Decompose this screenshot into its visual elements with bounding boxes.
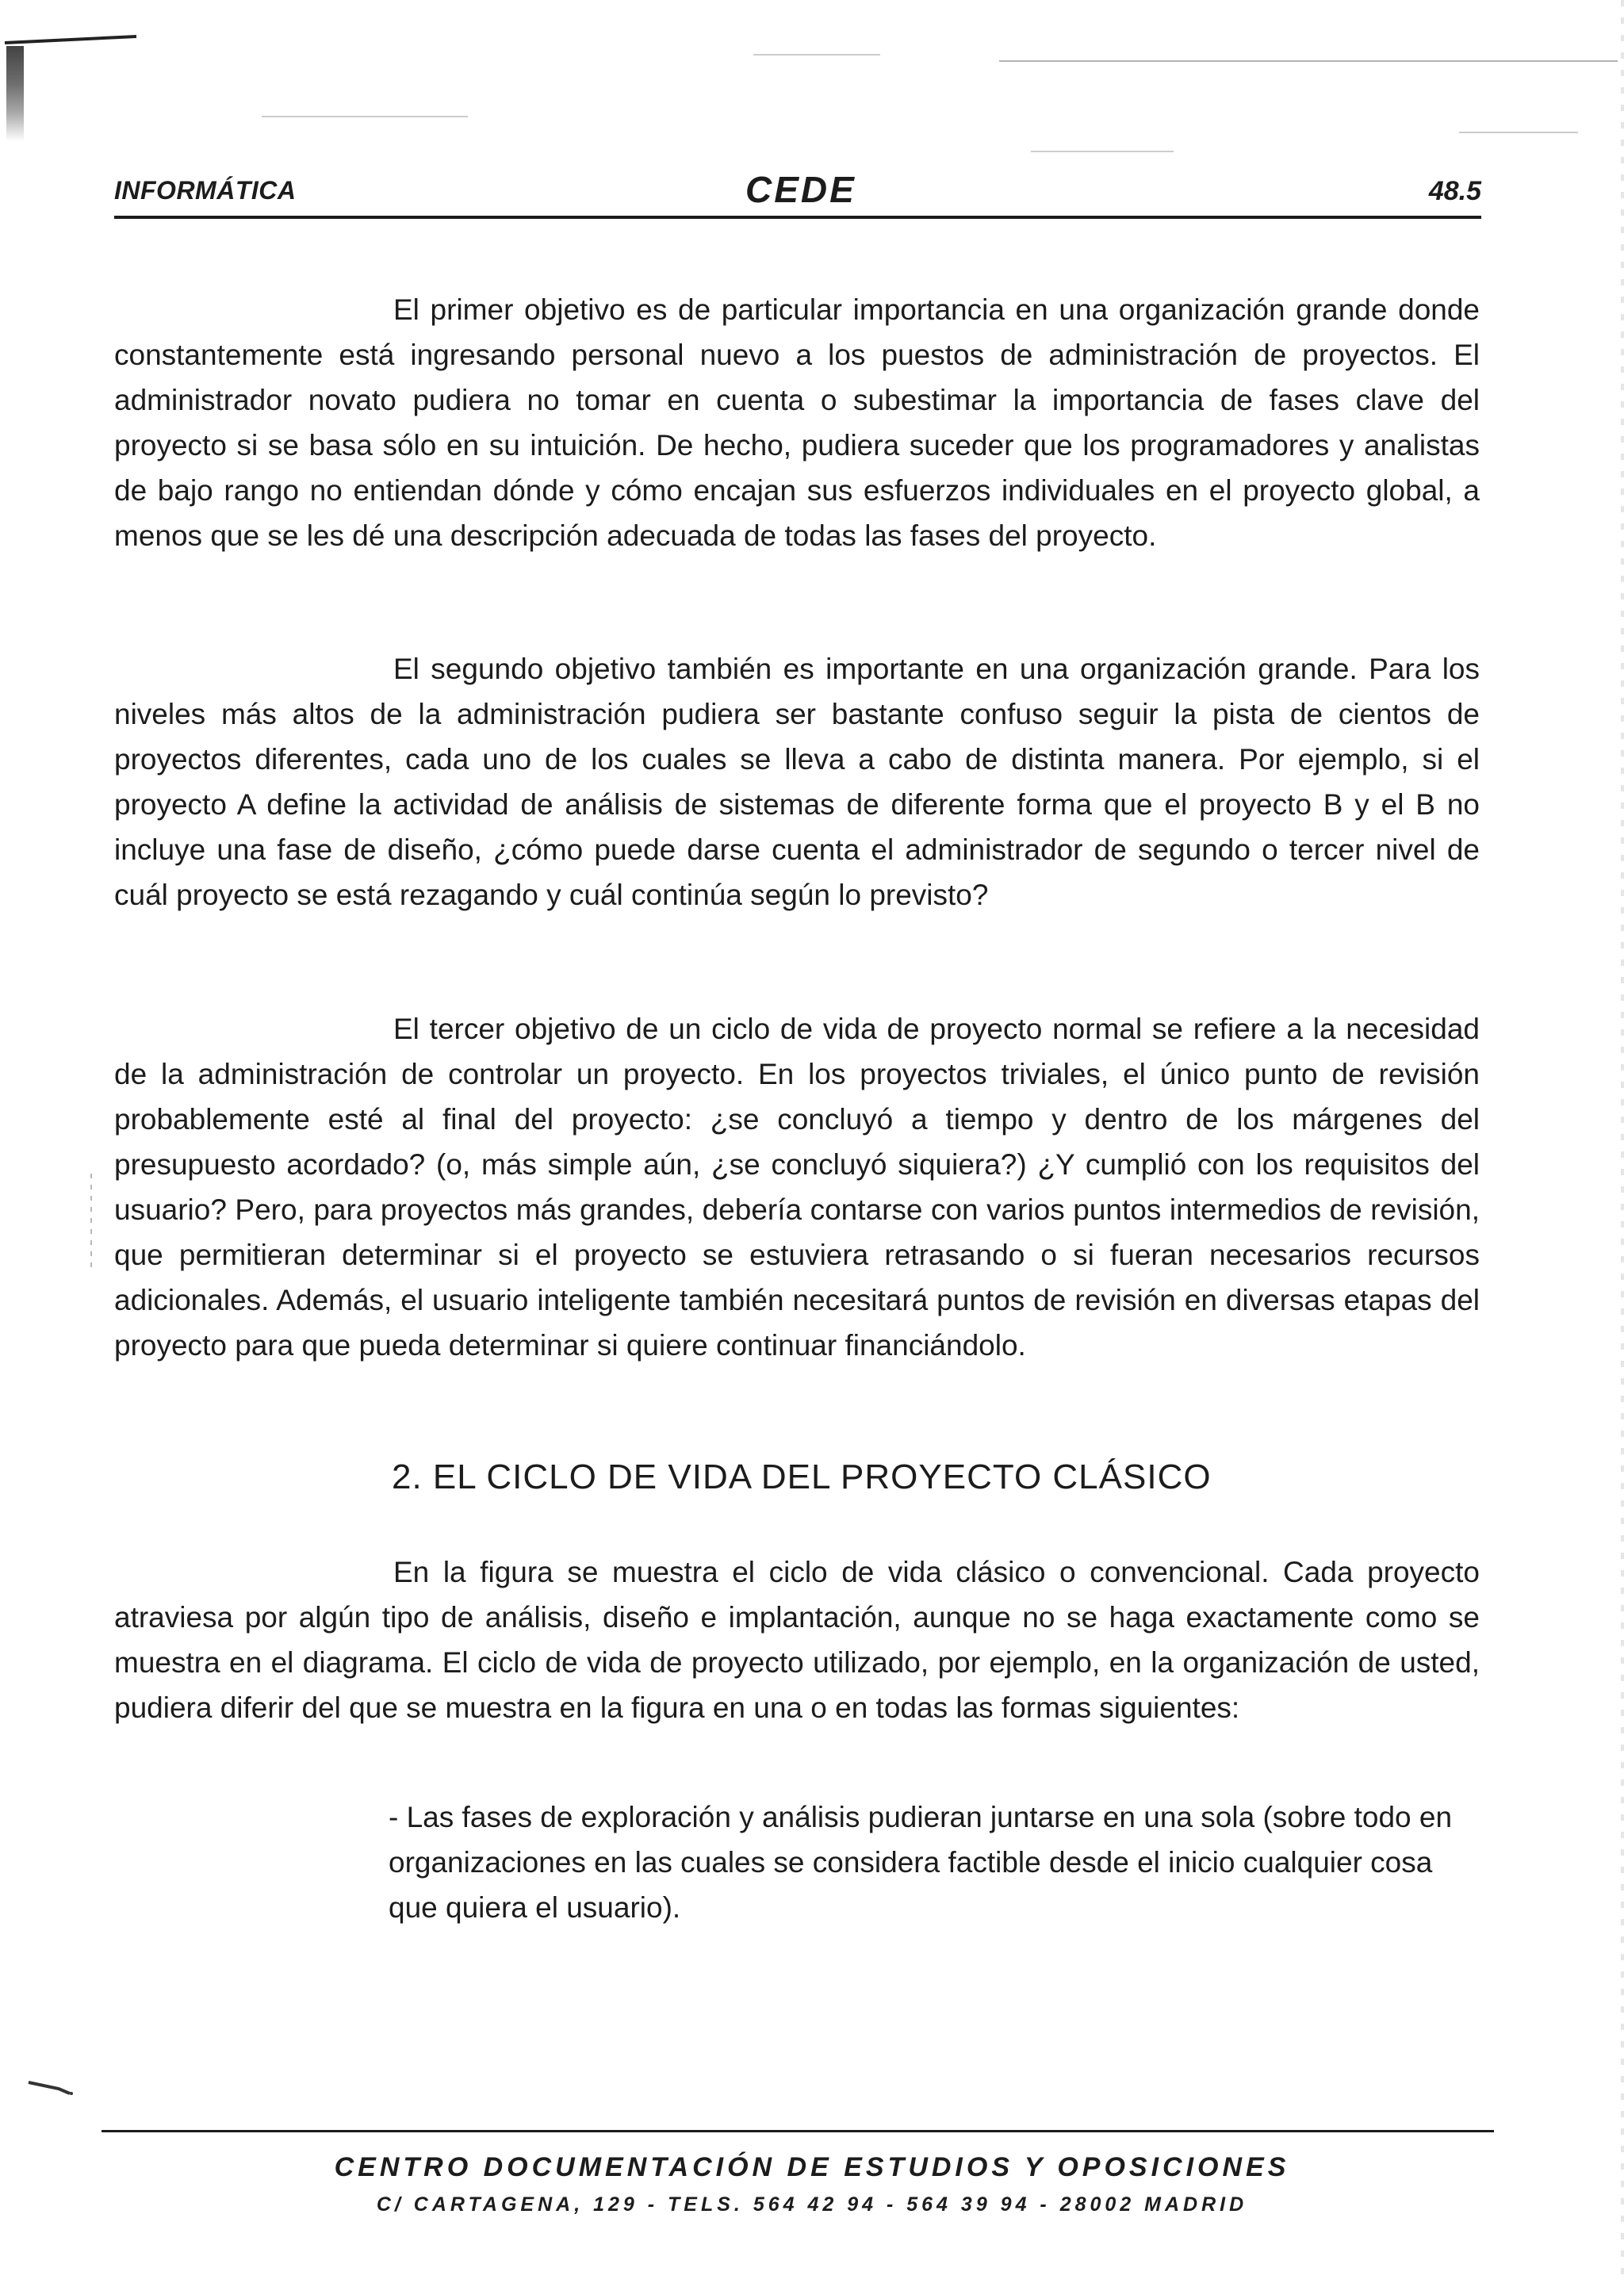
- margin-arrow-mark: [27, 2078, 75, 2097]
- header-rule: [114, 216, 1481, 219]
- scan-line: [999, 60, 1618, 62]
- header-subject: INFORMÁTICA: [114, 176, 297, 205]
- paragraph-third-objective: El tercer objetivo de un ciclo de vida de proyecto normal se refiere a la necesidad de la administración de controlar un proyecto. En los proyectos triviales, el único punto de revisión probablemente esté al final del proyecto: ¿se concluyó a tiempo y dentro de los márgenes del presupuesto acordado? (o, más simple aún, ¿se concluyó siquiera?) ¿Y cumplió con los requisitos del usuario? Pero, para proyectos más grandes, debería contarse con varios puntos intermedios de revisión, que permitieran determinar si el proyecto se estuviera retrasando o si fueran necesarios recursos adicionales. Además, el usuario inteligente también necesitará puntos de revisión en diversas etapas del proyecto para que pueda determinar si quiere continuar financiándolo.: [114, 1013, 1480, 1362]
- page-header: [114, 168, 1481, 216]
- scan-dash: [1031, 151, 1174, 152]
- paragraph-classic-cycle: En la figura se muestra el ciclo de vida clásico o convencional. Cada proyecto atraviesa por algún tipo de análisis, diseño e implantación, aunque no se haga exactamente como se muestra en el diagrama. El ciclo de vida de proyecto utilizado, por ejemplo, en la organización de usted, pudiera diferir del que se muestra en la figura en una o en todas las formas siguientes:: [114, 1556, 1480, 1724]
- footer-address: C/ CARTAGENA, 129 - TELS. 564 42 94 - 564 39 94 - 28002 MADRID: [376, 2193, 1248, 2216]
- scan-dash: [1459, 132, 1578, 133]
- scan-dash: [262, 116, 468, 117]
- page-number: 48.5: [1428, 176, 1481, 206]
- margin-marks: [90, 1174, 92, 1269]
- scan-right-edge: [1621, 0, 1624, 2283]
- footer-rule: [102, 2130, 1494, 2132]
- section-title: 2. EL CICLO DE VIDA DEL PROYECTO CLÁSICO: [392, 1458, 1212, 1496]
- list-item-exploration-analysis: - Las fases de exploración y análisis pudieran juntarse en una sola (sobre todo en organizaciones en las cuales se considera factible desde el inicio cualquier cosa que quiera el usuario).: [389, 1801, 1453, 1924]
- scan-dash: [753, 54, 880, 56]
- paragraph-first-objective: El primer objetivo es de particular importancia en una organización grande donde constantemente está ingresando personal nuevo a los puestos de administración de proyectos. El administrador novato pudiera no tomar en cuenta o subestimar la importancia de fases clave del proyecto si se basa sólo en su intuición. De hecho, pudiera suceder que los programadores y analistas de bajo rango no entiendan dónde y cómo encajan sus esfuerzos individuales en el proyecto global, a menos que se les dé una descripción adecuada de todas las fases del proyecto.: [114, 293, 1480, 552]
- paragraph-second-objective: El segundo objetivo también es importante en una organización grande. Para los niveles más altos de la administración pudiera ser bastante confuso seguir la pista de cientos de proyectos diferentes, cada uno de los cuales se lleva a cabo de distinta manera. Por ejemplo, si el proyecto A define la actividad de análisis de sistemas de diferente forma que el proyecto B y el B no incluye una fase de diseño, ¿cómo puede darse cuenta el administrador de segundo o tercer nivel de cuál proyecto se está rezagando y cuál continúa según lo previsto?: [114, 653, 1480, 911]
- header-publisher: CEDE: [745, 169, 856, 210]
- scan-corner-mark: [3, 35, 138, 63]
- footer-organization: CENTRO DOCUMENTACIÓN DE ESTUDIOS Y OPOSICIONES: [334, 2152, 1290, 2182]
